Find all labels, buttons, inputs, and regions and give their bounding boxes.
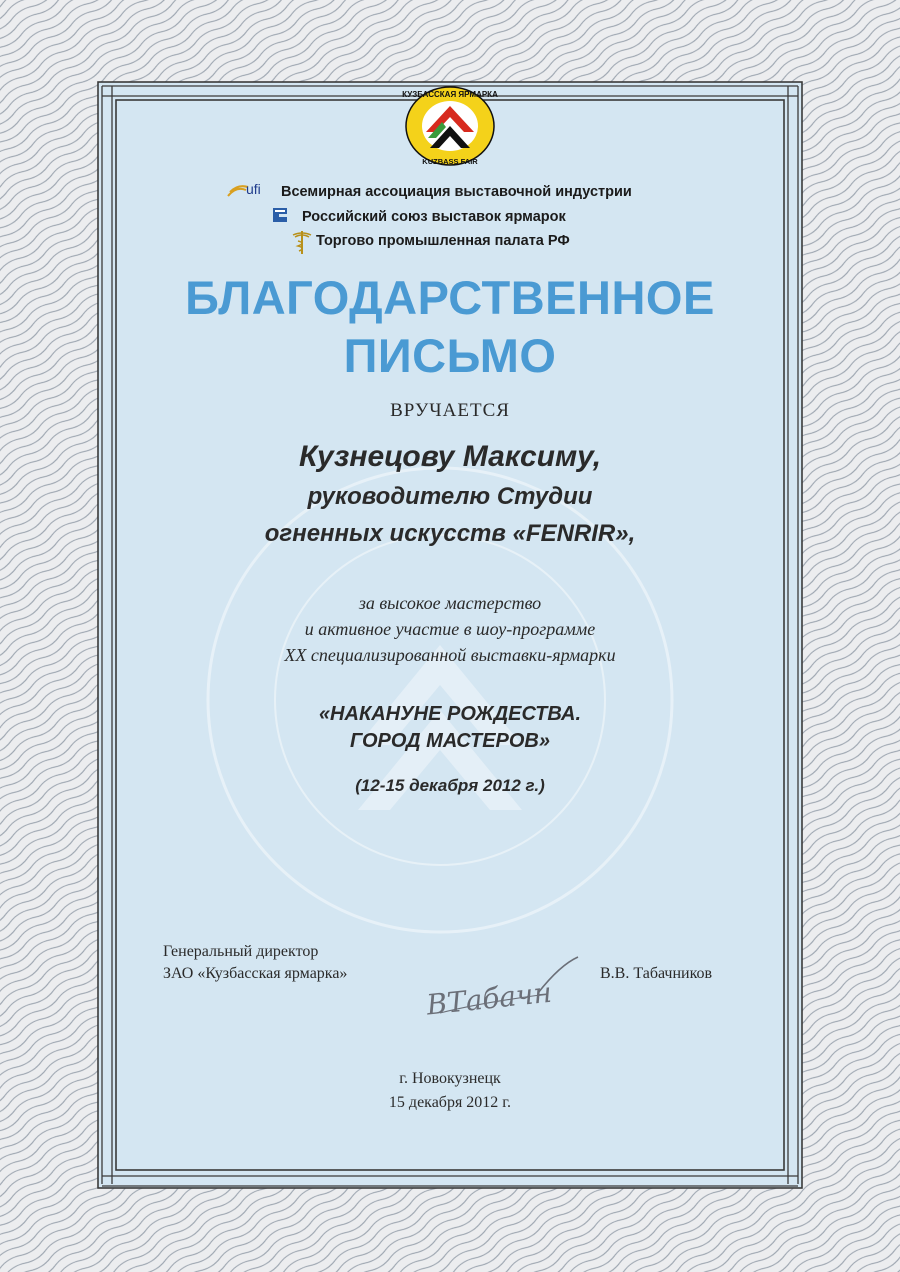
title-line-2: ПИСЬМО xyxy=(343,329,557,382)
footer-city: г. Новокузнецк xyxy=(399,1070,501,1087)
recipient-studio: огненных искусств «FENRIR», xyxy=(264,520,636,547)
signature-image xyxy=(420,955,585,1025)
event-name-line-2: ГОРОД МАСТЕРОВ» xyxy=(349,730,550,752)
signatory-position-1: Генеральный директор xyxy=(163,943,319,960)
reason-line-1: за высокое мастерство xyxy=(358,593,542,613)
signatory-position-2: ЗАО «Кузбасская ярмарка» xyxy=(163,965,348,982)
logo-text-bottom: KUZBASS FAIR xyxy=(422,157,478,166)
ufi-logo-icon xyxy=(226,178,272,200)
org-ufi: Всемирная ассоциация выставочной индустрии xyxy=(281,184,632,200)
kuzbass-fair-logo xyxy=(400,82,500,172)
event-dates: (12-15 декабря 2012 г.) xyxy=(355,776,545,795)
svg-text:ВТабачн: ВТабачн xyxy=(424,975,554,1022)
reason-line-3: XX специализированной выставки-ярмарки xyxy=(284,645,616,665)
caduceus-icon xyxy=(290,229,314,255)
signatory-name: В.В. Табачников xyxy=(600,965,713,982)
presented-label: ВРУЧАЕТСЯ xyxy=(390,400,510,421)
logo-text-top: КУЗБАССКАЯ ЯРМАРКА xyxy=(402,90,498,99)
svg-text:ufi: ufi xyxy=(246,181,261,197)
reason-line-2: и активное участие в шоу-программе xyxy=(304,619,596,639)
recipient-position: руководителю Студии xyxy=(307,483,593,510)
event-name-line-1: «НАКАНУНЕ РОЖДЕСТВА. xyxy=(318,703,582,725)
org-tpp: Торгово промышленная палата РФ xyxy=(316,233,570,249)
recipient-name: Кузнецову Максиму, xyxy=(298,440,602,473)
rsva-logo-icon xyxy=(270,205,290,225)
footer-date: 15 декабря 2012 г. xyxy=(388,1094,512,1111)
org-rsva: Российский союз выставок ярмарок xyxy=(302,209,566,225)
title-line-1: БЛАГОДАРСТВЕННОЕ xyxy=(185,271,715,324)
